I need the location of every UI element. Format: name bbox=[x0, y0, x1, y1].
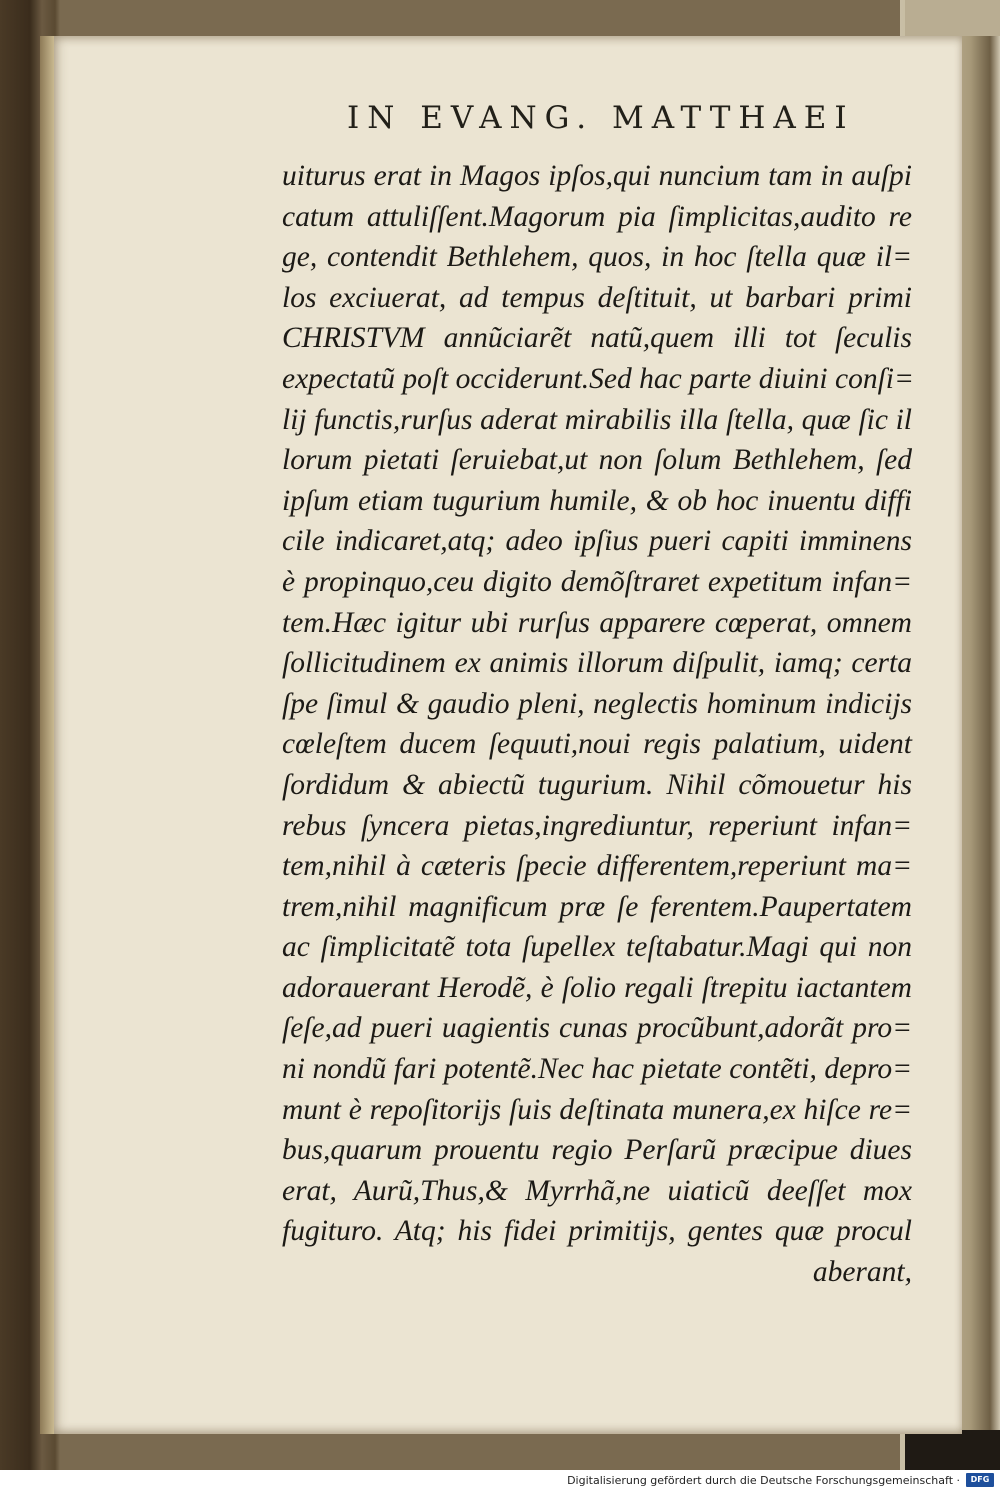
text-line: erat, Aurũ,Thus,& Myrrhã,ne uiaticũ deeſſet mox bbox=[282, 1174, 912, 1207]
text-line: lij functis,rurſus aderat mirabilis illa ſtella, quæ ſic il bbox=[282, 403, 912, 436]
text-line: munt è repoſitorijs ſuis deſtinata munera,ex hiſce re= bbox=[282, 1093, 912, 1126]
dfg-logo-icon: DFG bbox=[966, 1473, 994, 1487]
footer-bar bbox=[0, 1470, 1000, 1491]
book-edge-top bbox=[905, 0, 1000, 36]
text-line: è propinquo,ceu digito demõſtraret expetitum infan= bbox=[282, 565, 912, 598]
text-line: ac ſimplicitatẽ tota ſupellex teſtabatur.Magi qui non bbox=[282, 931, 912, 964]
text-line: trem,nihil magnificum præ ſe ferentem.Paupertatem bbox=[282, 890, 912, 923]
text-line: bus,quarum prouentu regio Perſarũ præcipue diues bbox=[282, 1134, 912, 1167]
text-line: catum attuliſſent.Magorum pia ſimplicitas,audito re bbox=[282, 200, 912, 233]
text-line: aberant, bbox=[812, 1256, 912, 1289]
text-line: tem,nihil à cæteris ſpecie differentem,reperiunt ma= bbox=[282, 850, 912, 883]
text-line: ni nondũ fari potentẽ.Nec hac pietate contẽti, depro= bbox=[282, 1053, 912, 1086]
book-page bbox=[52, 36, 962, 1434]
text-line: ſeſe,ad pueri uagientis cunas procũbunt,adorãt pro= bbox=[282, 1012, 912, 1045]
running-head: IN EVANG. MATTHAEI bbox=[347, 100, 855, 136]
text-line: ſpe ſimul & gaudio pleni, neglectis hominum indicijs bbox=[282, 687, 912, 720]
text-line: CHRISTVM annũciarẽt natũ,quem illi tot ſeculis bbox=[282, 322, 912, 355]
text-line: adorauerant Herodẽ, è ſolio regali ſtrepitu iactantem bbox=[282, 971, 912, 1004]
book-edge-bottom bbox=[905, 1430, 1000, 1470]
text-line: tem.Hæc igitur ubi rurſus apparere cœperat, omnem bbox=[282, 606, 912, 639]
funding-credit: Digitalisierung gefördert durch die Deutsche Forschungsgemeinschaft · bbox=[567, 1474, 960, 1487]
text-line: lorum pietati ſeruiebat,ut non ſolum Bethlehem, ſed bbox=[282, 444, 912, 477]
text-line: uiturus erat in Magos ipſos,qui nuncium tam in auſpi bbox=[282, 160, 912, 192]
text-line: cœleſtem ducem ſequuti,noui regis palatium, uident bbox=[282, 728, 912, 761]
text-line: fugituro. Atq; his fidei primitijs, gentes quæ procul bbox=[282, 1215, 912, 1248]
text-line: expectatũ poſt occiderunt.Sed hac parte diuini conſi= bbox=[282, 362, 914, 395]
text-line: rebus ſyncera pietas,ingrediuntur, reperiunt infan= bbox=[282, 809, 912, 842]
text-line: ſollicitudinem ex animis illorum diſpulit, iamq; certa bbox=[282, 647, 912, 680]
text-line: los exciuerat, ad tempus deſtituit, ut barbari primi bbox=[282, 281, 912, 314]
text-line: ſordidum & abiectũ tugurium. Nihil cõmouetur his bbox=[282, 768, 912, 801]
text-line: ipſum etiam tugurium humile, & ob hoc inuentu diffi bbox=[282, 484, 912, 517]
text-line: cile indicaret,atq; adeo ipſius pueri capiti imminens bbox=[282, 525, 912, 558]
page-body-text bbox=[282, 156, 912, 1293]
text-line: ge, contendit Bethlehem, quos, in hoc ſtella quæ il= bbox=[282, 241, 912, 274]
